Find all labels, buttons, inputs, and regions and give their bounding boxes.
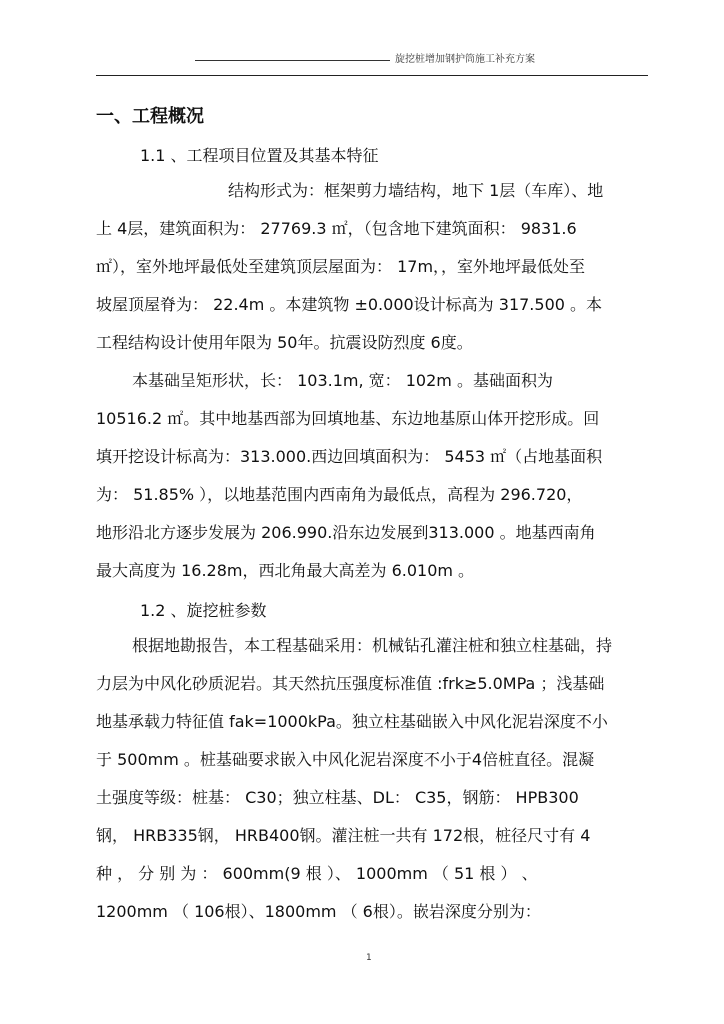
paragraph-line: ㎡），室外地坪最低处至建筑顶层屋面为： 17m，，室外地坪最低处至 bbox=[96, 257, 586, 276]
paragraph-line: 种 ， 分 别 为 ： 600mm(9 根 ）、 1000mm （ 51 根 ） 、 bbox=[96, 864, 538, 883]
paragraph-line: 结构形式为：框架剪力墙结构，地下 1层（车库）、地 bbox=[228, 181, 604, 200]
header-title: 旋挖桩增加钢护筒施工补充方案 bbox=[395, 54, 535, 65]
paragraph-line: 地基承载力特征值 fak=1000kPa。独立柱基础嵌入中风化泥岩深度不小 bbox=[96, 712, 608, 731]
header-left-line bbox=[195, 60, 390, 61]
paragraph-line: 为： 51.85% ），以地基范围内西南角为最低点，高程为 296.720， bbox=[96, 485, 583, 504]
paragraph-line: 本基础呈矩形状，长： 103.1m, 宽： 102m 。基础面积为 bbox=[132, 371, 553, 390]
paragraph-line: 1200mm （ 106根）、1800mm （ 6根）。嵌岩深度分别为： bbox=[96, 902, 541, 921]
paragraph-line: 最大高度为 16.28m，西北角最大高差为 6.010m 。 bbox=[96, 561, 475, 580]
paragraph-line: 工程结构设计使用年限为 50年。抗震设防烈度 6度。 bbox=[96, 333, 473, 352]
paragraph-line: 坡屋顶屋脊为： 22.4m 。本建筑物 ±0.000设计标高为 317.500 。本 bbox=[96, 295, 603, 314]
subsection-1-heading: 1.1 、工程项目位置及其基本特征 bbox=[140, 146, 379, 165]
paragraph-line: 土强度等级：桩基： C30；独立柱基、DL： C35，钢筋： HPB300 bbox=[96, 788, 579, 807]
paragraph-line: 填开挖设计标高为：313.000.西边回填面积为： 5453 ㎡（占地基面积 bbox=[96, 447, 603, 466]
subsection-2-heading: 1.2 、旋挖桩参数 bbox=[140, 601, 267, 620]
paragraph-line: 根据地勘报告，本工程基础采用：机械钻孔灌注桩和独立柱基础，持 bbox=[132, 636, 613, 655]
header-rule bbox=[96, 75, 648, 76]
paragraph-line: 地形沿北方逐步发展为 206.990.沿东边发展到313.000 。地基西南角 bbox=[96, 523, 596, 542]
paragraph-line: 于 500mm 。桩基础要求嵌入中风化泥岩深度不小于4倍桩直径。混凝 bbox=[96, 750, 595, 769]
paragraph-line: 钢， HRB335钢， HRB400钢。灌注桩一共有 172根，桩径尺寸有 4 bbox=[96, 826, 591, 845]
paragraph-line: 10516.2 ㎡。其中地基西部为回填地基、东边地基原山体开挖形成。回 bbox=[96, 409, 600, 428]
page-number: 1 bbox=[366, 953, 372, 963]
section-heading: 一、工程概况 bbox=[96, 106, 204, 127]
paragraph-line: 力层为中风化砂质泥岩。其天然抗压强度标准值 :frk≥5.0MPa ；浅基础 bbox=[96, 674, 605, 693]
paragraph-line: 上 4层，建筑面积为： 27769.3 ㎡，（包含地下建筑面积： 9831.6 bbox=[96, 219, 577, 238]
